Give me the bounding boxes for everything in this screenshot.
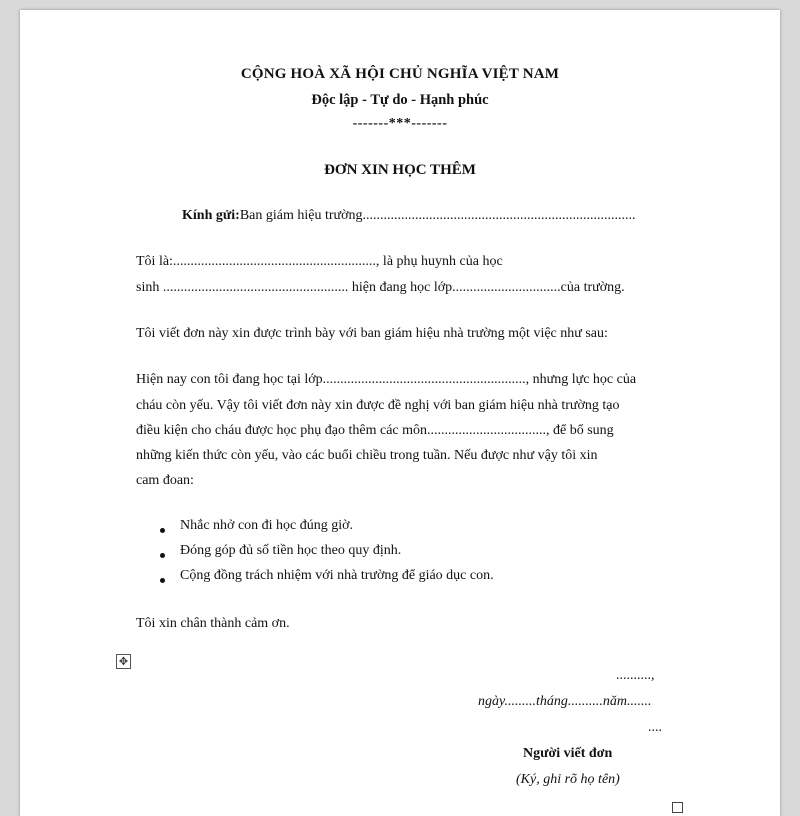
body-line-3: điều kiện cho cháu được học phụ đạo thêm các môn.................................., để bổ sung (136, 423, 614, 438)
closing-line: Tôi xin chân thành cảm ơn. (136, 616, 290, 631)
commitment-2: Đóng góp đủ số tiền học theo quy định. (180, 543, 402, 558)
bullet-2 (160, 553, 165, 558)
end-marker-box (672, 802, 683, 813)
recipient-text: Ban giám hiệu trường.............................................................................. (239, 208, 636, 223)
body-line-1: Hiện nay con tôi đang học tại lớp.........................................................., nhưng lực học của (136, 372, 637, 387)
motto: Độc lập - Tự do - Hạnh phúc (311, 92, 489, 108)
body-line-2: cháu còn yếu. Vậy tôi viết đơn này xin được đề nghị với ban giám hiệu nhà trường tạo (136, 398, 620, 413)
bullet-1 (160, 528, 165, 533)
document-title: ĐƠN XIN HỌC THÊM (324, 162, 476, 178)
signature-title: Người viết đơn (523, 746, 613, 761)
date-extra: .... (648, 720, 662, 735)
bullet-3 (160, 578, 165, 583)
intro-line-1: Tôi là:.........................................................., là phụ huynh của học (136, 254, 503, 269)
commitment-3: Cộng đồng trách nhiệm với nhà trường để giáo dục con. (180, 568, 494, 583)
recipient-label: Kính gửi: (182, 208, 240, 223)
header-divider: -------***------- (352, 116, 448, 131)
table-move-handle-icon[interactable]: ✥ (116, 654, 131, 669)
signature-note: (Ký, ghi rõ họ tên) (516, 772, 620, 787)
document-page (20, 10, 780, 816)
commitment-1: Nhắc nhở con đi học đúng giờ. (180, 518, 354, 533)
body-line-4: những kiến thức còn yếu, vào các buổi chiều trong tuần. Nếu được như vậy tôi xin (136, 448, 598, 463)
recipient-line (182, 208, 636, 224)
country-header: CỘNG HOÀ XÃ HỘI CHỦ NGHĨA VIỆT NAM (240, 66, 560, 82)
date-place: .........., (616, 668, 655, 683)
body-line-5: cam đoan: (136, 473, 194, 488)
date-line: ngày.........tháng..........năm....... (478, 694, 652, 709)
purpose-line: Tôi viết đơn này xin được trình bày với ban giám hiệu nhà trường một việc như sau: (136, 326, 608, 341)
intro-line-2: sinh ..................................................... hiện đang học lớp...............................của trường. (136, 280, 625, 295)
